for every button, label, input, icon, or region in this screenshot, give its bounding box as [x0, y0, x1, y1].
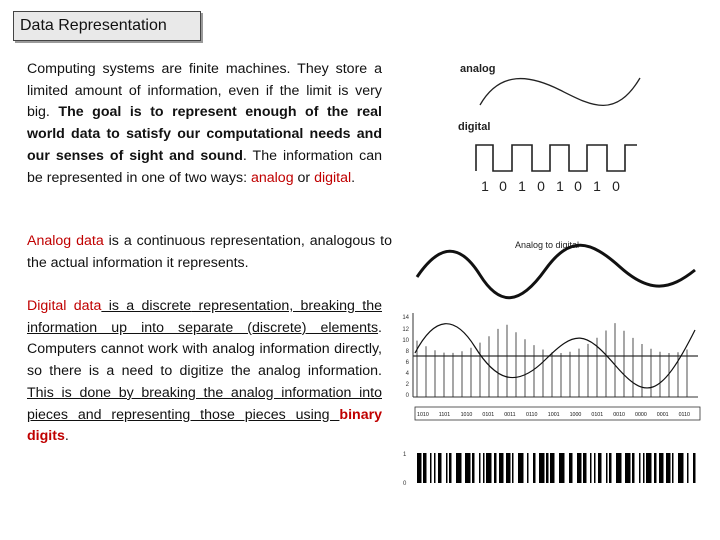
digital-wave [476, 145, 637, 171]
pulse [577, 453, 582, 483]
pulse [693, 453, 696, 483]
bit-label: 0 [612, 178, 620, 194]
pulse [456, 453, 462, 483]
bit-label: 1 [593, 178, 601, 194]
digital-data-term: Digital data [27, 298, 102, 314]
pulse [606, 453, 608, 483]
binary-code: 0110 [526, 412, 538, 418]
digital-paragraph [27, 296, 382, 448]
pulse [546, 453, 549, 483]
binary-code: 0001 [656, 412, 669, 418]
binary-code: 1000 [569, 412, 582, 418]
analog-definition: is a continuous representation, analogous to the actual information it represents. [27, 233, 392, 271]
bit-label: 0 [499, 178, 507, 194]
is-a-text: is a [101, 298, 142, 314]
pulse [527, 453, 529, 483]
period-2: . [64, 428, 69, 445]
bit-label: 1 [518, 178, 526, 194]
discrete-term: discrete [141, 298, 192, 314]
pulse [590, 453, 592, 483]
pulse [430, 453, 432, 483]
y-tick: 2 [405, 382, 409, 388]
pulse [483, 453, 485, 483]
pulse [639, 453, 641, 483]
analog-label: analog [460, 63, 496, 75]
pulse [616, 453, 622, 483]
pulse [550, 453, 555, 483]
pulse [533, 453, 536, 483]
pulse [666, 453, 671, 483]
y-tick: 10 [402, 338, 409, 344]
digital-term: digital [314, 169, 352, 186]
analog-term: analog [250, 169, 294, 186]
analog-paragraph [27, 231, 392, 274]
pulse [632, 453, 635, 483]
pulse-axis-label: 1 [403, 452, 407, 458]
pulse [659, 453, 664, 483]
binary-code: 1101 [438, 412, 451, 418]
pulse [438, 453, 442, 483]
pulse [583, 453, 587, 483]
pulse [646, 453, 652, 483]
digitize-text: . Computers cannot work with analog information directly, so there is a need to digitize the analog information. [27, 319, 382, 380]
pulse [672, 453, 674, 483]
pulse [569, 453, 573, 483]
y-tick: 8 [405, 349, 409, 355]
pulse [609, 453, 612, 483]
y-tick: 4 [405, 371, 409, 377]
binary-code: 0101 [591, 412, 604, 418]
pulse [678, 453, 684, 483]
pulse [417, 453, 422, 483]
bit-label: 1 [481, 178, 489, 194]
pulse [654, 453, 657, 483]
analog-data-term: Analog data [27, 233, 104, 249]
binary-code: 0000 [635, 412, 647, 418]
bit-label: 0 [537, 178, 545, 194]
pulse [643, 453, 645, 483]
binary-code: 0101 [482, 412, 495, 418]
digital-label: digital [458, 121, 491, 133]
binary-code: 1001 [547, 412, 560, 418]
pulse [559, 453, 565, 483]
digitize-method-text: This is done by breaking the analog information into pieces and representing those pieces using [27, 384, 382, 423]
pulse-train [417, 453, 696, 483]
bit-label: 1 [556, 178, 564, 194]
or-text: or [293, 169, 315, 186]
pulse [423, 453, 427, 483]
intro-paragraph [27, 59, 382, 189]
pulse [512, 453, 514, 483]
pulse [449, 453, 452, 483]
pulse [494, 453, 497, 483]
analog-digital-figure [440, 50, 670, 205]
period: . [351, 169, 356, 186]
y-tick: 0 [405, 393, 409, 399]
y-axis-ticks [402, 315, 409, 399]
pulse [594, 453, 596, 483]
intro-text-2: . The information can be represented in one of two ways: [27, 147, 382, 186]
source-wave [417, 245, 695, 297]
pulse [486, 453, 492, 483]
binary-code: 0110 [678, 412, 690, 418]
pulse [465, 453, 471, 483]
pulse [506, 453, 511, 483]
intro-text: Computing systems are finite machines. They store a limited amount of information, even if the limit is very big. [27, 61, 382, 121]
binary-code: 1010 [417, 412, 429, 418]
y-tick: 6 [405, 360, 409, 366]
analog-to-digital-title: Analog to digital [515, 240, 580, 250]
slide-title: Data Representation [13, 11, 201, 41]
binary-code: 0010 [613, 412, 625, 418]
digital-definition: representation, breaking the information up into separate (discrete) elements [27, 298, 382, 336]
pulse [539, 453, 545, 483]
pulse [479, 453, 481, 483]
goal-text: The goal is to represent enough of the real world data to satisfy our computational needs and our senses of sight and sound [27, 104, 382, 164]
analog-to-digital-figure [395, 235, 705, 490]
binary-digits-term: binary digits [27, 406, 382, 445]
binary-code: 1010 [460, 412, 473, 418]
bit-label: 0 [574, 178, 582, 194]
analog-wave [480, 78, 640, 105]
pulse [434, 453, 436, 483]
pulse [446, 453, 448, 483]
pulse [598, 453, 602, 483]
pulse [472, 453, 475, 483]
pulse [625, 453, 631, 483]
y-tick: 12 [402, 327, 409, 333]
y-tick: 14 [402, 315, 409, 321]
sample-lines [417, 323, 687, 397]
pulse [499, 453, 504, 483]
bit-labels [481, 178, 620, 194]
binary-code: 0011 [504, 412, 516, 418]
pulse [687, 453, 689, 483]
pulse-axis-label: 0 [403, 481, 407, 487]
pulse [518, 453, 524, 483]
